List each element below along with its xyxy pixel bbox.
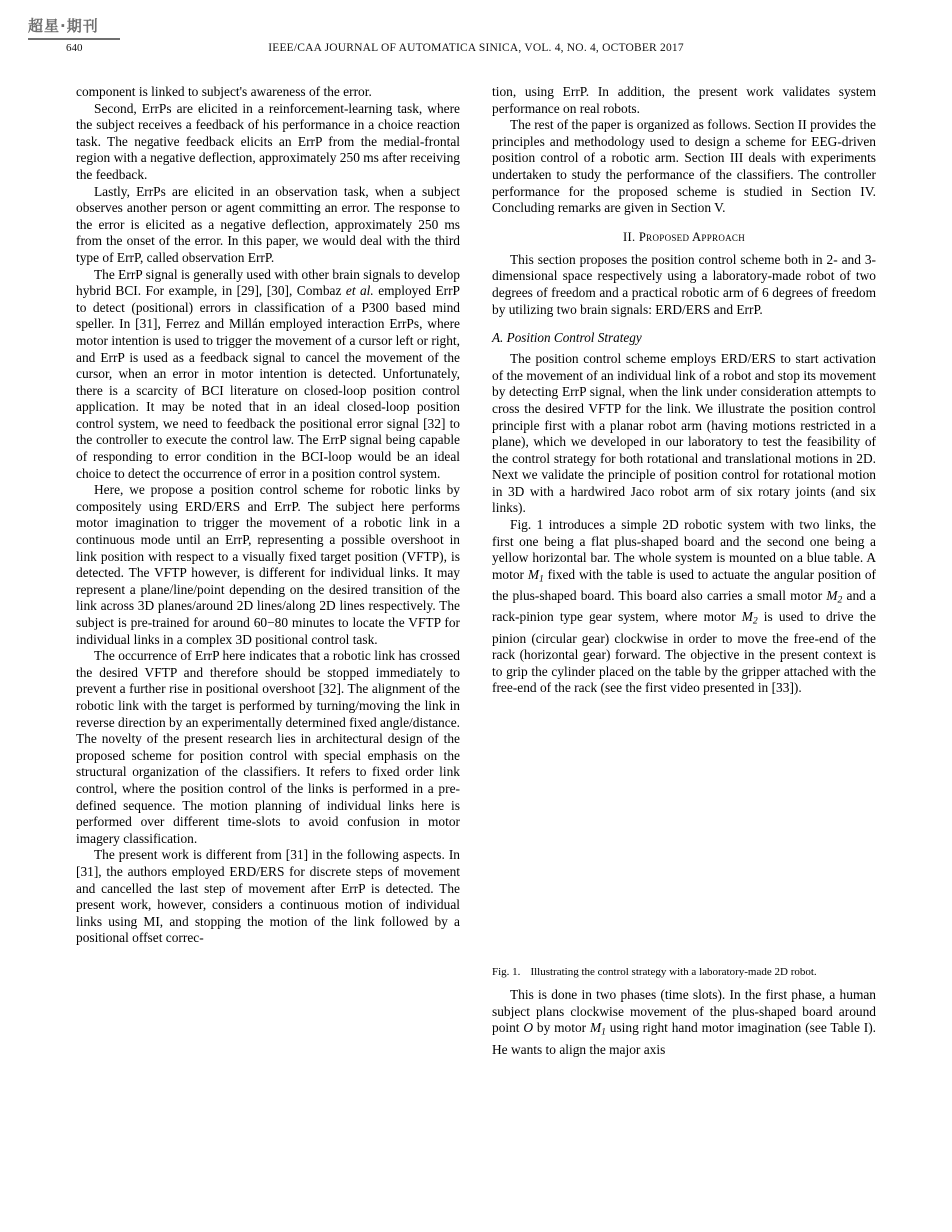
page-number: 640 (66, 42, 83, 54)
watermark-rule (28, 38, 120, 40)
paragraph: This section proposes the position control scheme both in 2- and 3-dimensional space respectively using a laboratory-made robot of two degrees of freedom and a practical robotic arm of 6 degrees of freedom by utilizing two brain signals: ERD/ERS and ErrP. (492, 251, 876, 317)
paragraph: Here, we propose a position control scheme for robotic links by compositely using ERD/ERS and ErrP. The subject here performs motor imagination to trigger the movement of a robotic link in a continuous mode until an ErrP, representing a possible overshoot in link position with respect to a visually fixed target position (VFTP), is detected. The VFTP however, is different for individual links. It may represent a plane/line/point depending on the desired transition of the link across 3D planes/around 2D lines/along 2D lines respectively. The subject is pre-trained for around 60−80 minutes to locate the VFTP for individual links in a complex 3D positional control task. (76, 482, 460, 647)
math-subscript: 1 (538, 573, 544, 585)
subsection-heading: A. Position Control Strategy (492, 330, 642, 346)
paragraph: The rest of the paper is organized as follows. Section II provides the principles and methodology used to design a scheme for EEG-driven position control of a robotic arm. Section III deals with experiments undertaken to study the performance of the classifiers. The controller performance for the proposed scheme is studied in Section IV. Concluding remarks are given in Section V. (492, 117, 876, 216)
text-run: Fig. 1 introduces a simple 2D robotic system with two links, the first one being a flat plus-shaped board and the second one being a yellow horizontal bar. The whole system is mounted on a blue table. A motor (492, 517, 876, 582)
right-column (492, 84, 876, 1204)
text-run: The ErrP signal is generally used with other brain signals to develop hybrid BCI. For example, in [29], [30], Combaz (76, 266, 460, 299)
running-head: IEEE/CAA JOURNAL OF AUTOMATICA SINICA, VOL. 4, NO. 4, OCTOBER 2017 (268, 42, 684, 54)
math-subscript: 2 (837, 594, 843, 606)
math-symbol: M (741, 609, 753, 625)
text-run: using right hand motor imagination (see Table I). He wants to align the major axis (492, 1020, 877, 1057)
math-symbol: M (527, 566, 539, 582)
watermark-text: 超星·期刊 (28, 17, 99, 35)
paragraph (76, 267, 460, 483)
paragraph (492, 987, 876, 1058)
figure-caption (492, 965, 876, 979)
text-run: employed ErrP to detect (positional) errors in classification of a P300 based mind speller. In [31], Ferrez and Millán employed interaction ErrPs, where motor intention is used to trigger the movement of a cursor left or right, and ErrP is used as a feedback signal to cancel the movement of the cursor, when an error in motor intention is detected. Unfortunately, there is a scarcity of BCI literature on closed-loop position control application. It may be noted that in an ideal closed-loop position control system, we need to feedback the positional error signal [32] to the controller to execute the control law. The ErrP signal being capable of responding to error condition in the BCI-loop would be an ideal choice to detect the occurrence of error in a position control system. (76, 283, 460, 481)
body-columns (76, 84, 876, 1204)
paragraph: component is linked to subject's awareness of the error. (76, 84, 372, 99)
math-symbol: M (589, 1020, 602, 1036)
text-run: and a rack-pinion type gear system, where motor (492, 588, 876, 625)
text-run: is used to drive the pinion (circular gear) clockwise in order to move the free-end of the rack (horizontal gear) forward. The objective in the present context is to grip the cylinder placed on the table by the gripper attached with the free-end of the rack (see the first video presented in [33]). (492, 609, 876, 696)
section-heading: II. Proposed Approach (622, 229, 746, 244)
paragraph: Second, ErrPs are elicited in a reinforcement-learning task, where the subject receives a feedback of his performance in a choice reaction task. The negative feedback elicits an ErrP from the medial-frontal region with a negative deflection, approximately 250 ms after receiving the feedback. (76, 100, 460, 182)
text-run: fixed with the table is used to actuate the angular position of the plus-shaped board. This board also carries a small motor (492, 566, 876, 604)
math-symbol: M (826, 588, 838, 604)
math-symbol: O (523, 1020, 534, 1036)
figure-1 (492, 707, 876, 959)
paragraph: The occurrence of ErrP here indicates that a robotic link has crossed the desired VFTP and therefore should be stopped immediately to prevent a further rise in positional overshoot [32]. The alignment of the robotic link with the target is performed by turning/moving the link in reverse direction by an experimentally determined fixed angle/distance. The novelty of the present research lies in architectural design of the proposed scheme for position control with special emphasis on the structural organization of the classifiers. It refers to fixed order link control, where the position control of the links is performed in a pre-defined sequence. The motion planning of individual links here is performed over different time-slots to avoid confusion in motor imagery classification. (76, 648, 460, 846)
paragraph: Lastly, ErrPs are elicited in an observation task, when a subject observes another person or agent committing an error. The response to the error is elicited as a negative deflection, approximately 250 ms from the onset of the error. In this paper, we would deal with the third type of ErrP, called observation ErrP. (76, 183, 460, 265)
paragraph: tion, using ErrP. In addition, the present work validates system performance on real robots. (492, 84, 876, 116)
figure-label: Fig. 1. (492, 966, 521, 979)
paragraph: The present work is different from [31] in the following aspects. In [31], the authors employed ERD/ERS for discrete steps of movement and cancelled the last step of movement after ErrP is detected. The present work, however, considers a continuous motion of individual links using MI, and stopping the motion of the link followed by a positional offset correc- (76, 847, 460, 946)
math-subscript: 1 (601, 1026, 606, 1038)
figure-caption-text: Illustrating the control strategy with a laboratory-made 2D robot. (530, 966, 817, 979)
text-run: This is done in two phases (time slots). In the first phase, a human subject plans clockwise movement of the plus-shaped board around point (492, 987, 876, 1036)
paragraph (492, 517, 876, 697)
watermark (28, 18, 124, 40)
left-column (76, 84, 460, 1204)
paragraph: The position control scheme employs ERD/ERS to start activation of the movement of an individual link of a robot and stop its movement by detecting ErrP signal, when the link under consideration attempts to cross the desired VFTP for the link. We illustrate the position control principle first with a planar robot arm (having motions restricted in a plane), which we developed in our laboratory to test the feasibility of the control strategy for both rotational and translational motions in 2D. Next we validate the principle of position control for rotational motion in 3D with a hardwired Jaco robot arm of six rotary joints (and six links). (492, 351, 876, 516)
math-subscript: 2 (752, 616, 758, 628)
text-run: by motor (533, 1020, 590, 1036)
spacer (492, 979, 876, 987)
text-run-italic: et al. (345, 283, 374, 299)
